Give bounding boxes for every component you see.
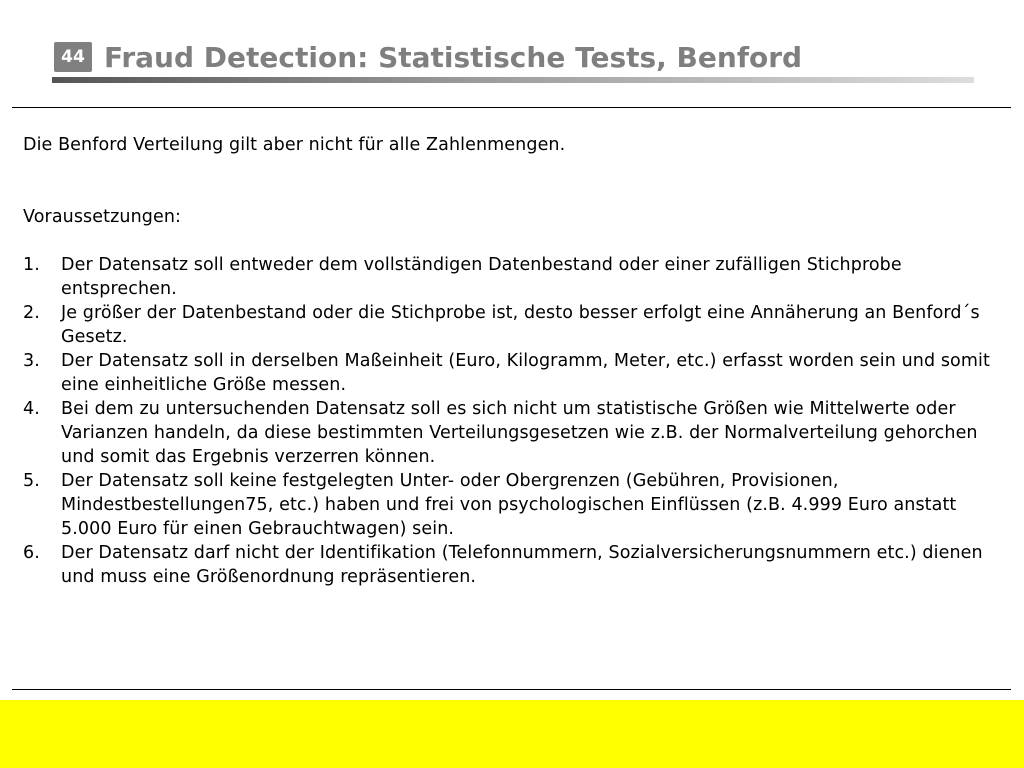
title-underline: [52, 77, 974, 83]
list-item-text: Je größer der Datenbestand oder die Stichprobe ist, desto besser erfolgt eine Annäherung an Benford´s Gesetz.: [61, 303, 980, 347]
list-item-text: Der Datensatz soll entweder dem vollständigen Datenbestand oder einer zufälligen Stichprobe entsprechen.: [61, 255, 902, 299]
list-item-number: 6.: [23, 543, 40, 563]
requirements-list: [23, 253, 998, 589]
list-item: [23, 541, 998, 589]
section-label: Voraussetzungen:: [23, 207, 182, 227]
intro-text: Die Benford Verteilung gilt aber nicht für alle Zahlenmengen.: [23, 135, 566, 155]
list-item-text: Bei dem zu untersuchenden Datensatz soll es sich nicht um statistische Größen wie Mittelwerte oder Varianzen handeln, da diese bestimmten Verteilungsgesetzen wie z.B. der Normalverteilung gehorchen und somit das Ergebnis verzerren können.: [61, 399, 978, 467]
list-item-number: 3.: [23, 351, 40, 371]
list-item-number: 4.: [23, 399, 40, 419]
list-item: [23, 349, 998, 397]
list-item: [23, 253, 998, 301]
page-number-badge: 44: [54, 42, 92, 72]
top-divider: [12, 107, 1011, 108]
slide-title: Fraud Detection: Statistische Tests, Benford: [104, 41, 803, 74]
list-item-number: 2.: [23, 303, 40, 323]
list-item-text: Der Datensatz darf nicht der Identifikation (Telefonnummern, Sozialversicherungsnummern etc.) dienen und muss eine Größenordnung repräsentieren.: [61, 543, 983, 587]
list-item-text: Der Datensatz soll keine festgelegten Unter- oder Obergrenzen (Gebühren, Provisionen, Mindestbestellungen75, etc.) haben und frei von psychologischen Einflüssen (z.B. 4.999 Euro anstatt 5.000 Euro für einen Gebrauchtwagen) sein.: [61, 471, 957, 539]
list-item: [23, 469, 998, 541]
footer-bar: [0, 700, 1024, 768]
list-item: [23, 397, 998, 469]
list-item-number: 5.: [23, 471, 40, 491]
list-item-number: 1.: [23, 255, 40, 275]
slide-content: [23, 133, 998, 589]
list-item-text: Der Datensatz soll in derselben Maßeinheit (Euro, Kilogramm, Meter, etc.) erfasst worden sein und somit eine einheitliche Größe messen.: [61, 351, 990, 395]
list-item: [23, 301, 998, 349]
bottom-divider: [12, 689, 1011, 690]
slide-header: [0, 0, 1024, 110]
